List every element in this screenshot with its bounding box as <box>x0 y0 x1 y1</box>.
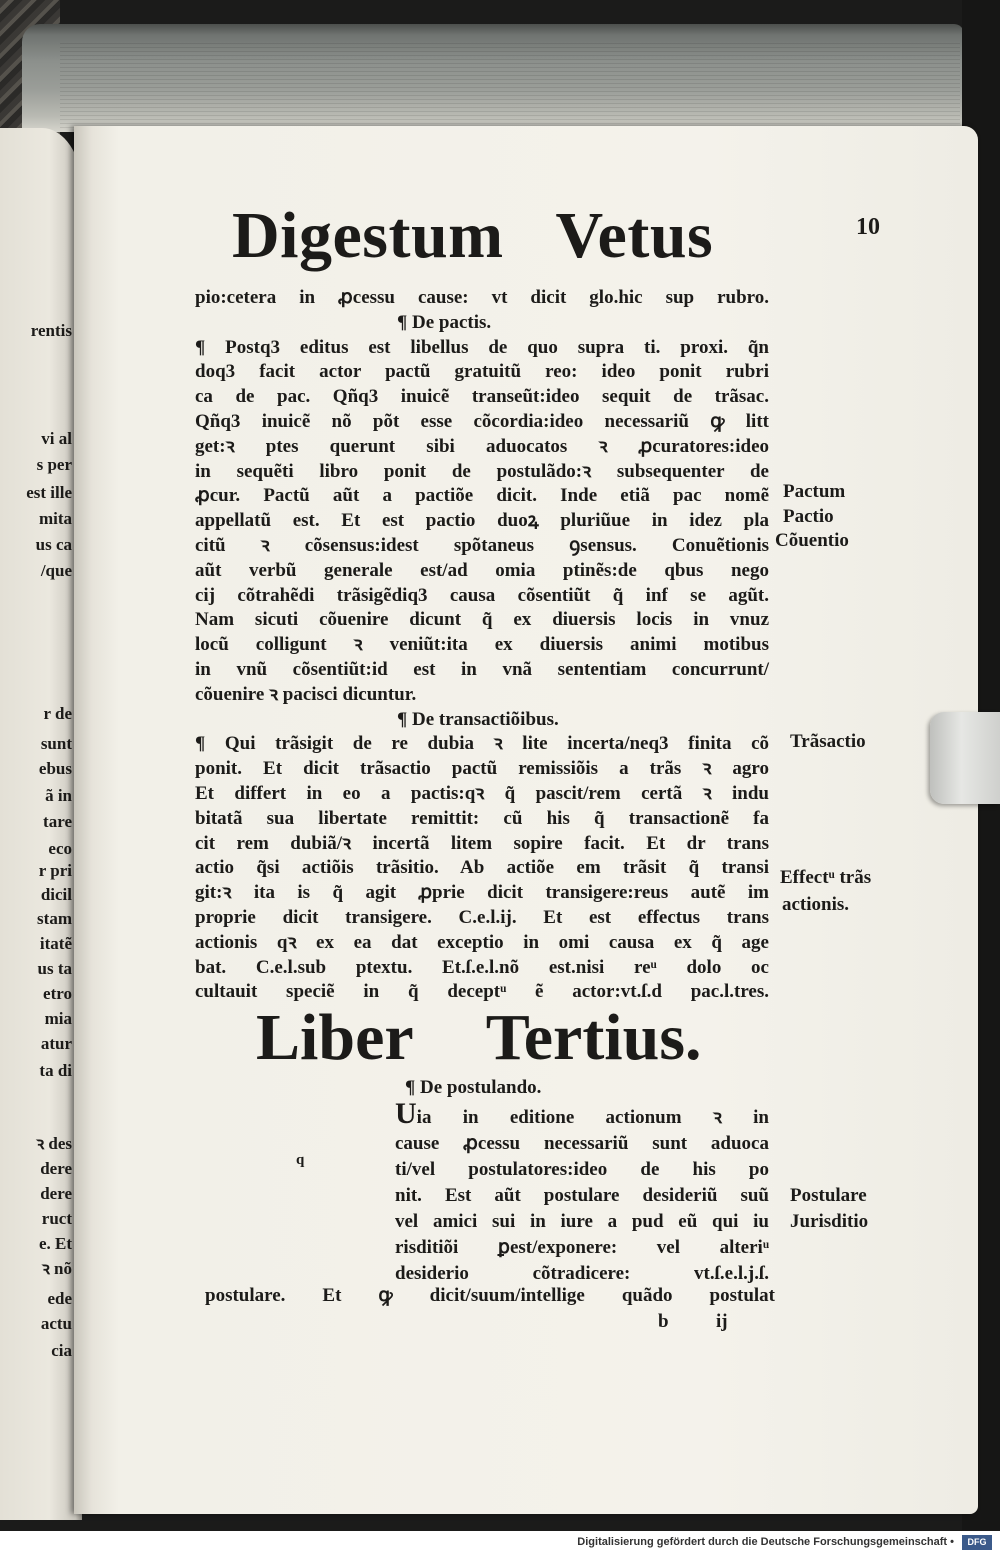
facing-page-fragment: ebus <box>38 759 72 778</box>
facing-page-fragment: cia <box>51 1341 72 1360</box>
marginal-note: Pactio <box>783 506 834 527</box>
text-line: locũ colligunt ꝛ veniũt:ita ex diuersis animi motibus <box>195 634 769 656</box>
facing-page-fragment: e. Et <box>38 1234 72 1253</box>
marginal-note: Postulare <box>790 1185 867 1206</box>
facing-page-fragment: ꝛ des <box>36 1134 72 1153</box>
text-line: Nam sicuti cõuenire dicunt q̃ ex diuersis locis in vnuz <box>195 609 769 631</box>
text-line: Qñq3 inuicẽ nõ põt esse cõcordia:ideo necessariũ ꝙ litt <box>195 410 769 432</box>
text-line: proprie dicit transigere. C.e.l.ij. Et est effectus trans <box>195 906 769 928</box>
facing-page-fragment: sunt <box>40 734 72 753</box>
text-line: ponit. Et dicit trãsactio pactũ remissiõis a trãs ꝛ agro <box>195 758 769 780</box>
text-line: ti/vel postulatores:ideo de his po <box>395 1159 769 1180</box>
text-line: postulare. Et ꝙ dicit/suum/intellige quãdo postulat <box>205 1285 775 1306</box>
text-line: citũ ꝛ cõsensus:idest spõtaneus ꝯsensus. Conuẽtionis <box>195 534 769 556</box>
paragraph-de-postulando <box>395 1097 769 1287</box>
text-line: cit rem dubiã/ꝛ incertã litem sopire facit. Et dr trans <box>195 832 769 854</box>
facing-page-fragment: itatẽ <box>39 934 72 953</box>
folio-number: 10 <box>856 214 880 240</box>
facing-page <box>0 128 82 1520</box>
facing-page-fragment: dicil <box>40 885 72 904</box>
facing-page-fragment: ede <box>47 1289 72 1308</box>
facing-page-fragment: mia <box>44 1009 72 1028</box>
facing-page-fragment: actu <box>40 1314 72 1333</box>
signature-letter: b <box>658 1311 669 1332</box>
text-line: appellatũ est. Et est pactio duoꝝ pluriũue in idez pla <box>195 510 769 532</box>
text-line: bat. C.e.l.sub ptextu. Et.ſ.e.l.nõ est.nisi reᵘ dolo oc <box>195 956 769 978</box>
rubric-de-pactis: ¶ De pactis. <box>397 311 492 333</box>
facing-page-fragment: est ille <box>26 483 72 502</box>
facing-page-fragment: /que <box>40 561 72 580</box>
text-line: doq3 facit actor pactũ gratuitũ reo: ideo ponit rubri <box>195 361 769 383</box>
text-line: cõuenire ꝛ pacisci dicuntur. <box>195 683 417 705</box>
facing-page-fragment: r de <box>43 704 72 723</box>
text-line: bitatã sua libertate remittit: cũ his q̃ transactionẽ fa <box>195 807 769 829</box>
facing-page-fragment: s per <box>36 455 72 474</box>
text-line: cij cõtrahẽdi trãsigẽdiq3 causa cõsentiũt q̃ inf se agũt. <box>195 584 769 606</box>
text-line: in sequẽti libro ponit de postulãdo:ꝛ subsequenter de <box>195 460 769 482</box>
marginal-note: Effectᵘ trãs <box>780 867 872 888</box>
page-clip <box>930 712 1000 804</box>
text-line: git:ꝛ ita is q̃ agit ꝓprie dicit transigere:reus autẽ im <box>195 882 769 904</box>
paragraph-de-pactis <box>195 336 769 708</box>
text-line: get:ꝛ ptes querunt sibi aduocatos ꝛ ꝓcuratores:ideo <box>195 435 769 457</box>
main-text-column <box>195 286 769 1005</box>
facing-page-fragment: stam <box>37 909 72 928</box>
marginal-note: Jurisditio <box>790 1211 869 1232</box>
book-heading: Liber Tertius. <box>256 1001 702 1074</box>
text-line: nit. Est aũt postulare desideriũ suũ <box>395 1185 769 1206</box>
text-line: pio:cetera in ꝓcessu cause: vt dicit glo.hic sup rubro. <box>195 287 769 308</box>
text-line: aũt verbũ generale est/ad omia ptinẽs:de qbus nego <box>195 559 769 581</box>
facing-page-fragment: tare <box>43 812 72 831</box>
marginal-note: Cõuentio <box>775 530 849 551</box>
rubric-de-postulando: ¶ De postulando. <box>405 1077 542 1098</box>
funding-credit: Digitalisierung gefördert durch die Deutsche Forschungsgemeinschaft • <box>577 1536 954 1548</box>
text-line: actionis qꝛ ex ea dat exceptio in omi causa ex q̃ age <box>195 931 769 953</box>
facing-page-fragment: dere <box>40 1184 72 1203</box>
page-edge-lines <box>60 40 960 128</box>
text-line: desiderio cõtradicere: vt.ſ.e.l.j.ſ. <box>395 1263 769 1284</box>
text-line: ꝓcur. Pactũ aũt a pactiõe dicit. Inde etiã pac nomẽ <box>195 485 769 507</box>
marginal-note: Pactum <box>783 481 846 502</box>
facing-page-fragment: vi al <box>41 429 72 448</box>
facing-page-fragment: ã in <box>45 786 72 805</box>
guide-letter: q <box>296 1152 305 1168</box>
text-line: cultauit speciẽ in q̃ deceptᵘ ẽ actor:vt.ſ.d pac.l.tres. <box>195 981 769 1003</box>
rubric-de-transactionibus: ¶ De transactiõibus. <box>397 708 559 730</box>
facing-page-fragment: eco <box>48 839 72 858</box>
text-line: ¶ Postq3 editus est libellus de quo supra ti. proxi. q̃n <box>195 336 769 358</box>
facing-page-fragment: rentis <box>30 321 72 340</box>
text-line: vel amici sui in iure a pud eũ qui iu <box>395 1211 769 1232</box>
running-title: Digestum Vetus <box>232 199 714 272</box>
facing-page-fragment: etro <box>43 984 72 1003</box>
dfg-logo: DFG <box>962 1535 992 1550</box>
text-line: Uia in editione actionum ꝛ in <box>395 1097 769 1130</box>
text-line: Et differt in eo a pactis:qꝛ q̃ pascit/rem certã ꝛ indu <box>195 782 769 804</box>
facing-page-fragment: ruct <box>41 1209 72 1228</box>
text-line: actio q̃si actiõis trãsitio. Ab actiõe em trãsit q̃ transi <box>195 857 769 879</box>
digitization-footer <box>0 1531 1000 1554</box>
signature-number: ij <box>716 1311 728 1332</box>
marginal-note: Trãsactio <box>790 731 866 752</box>
facing-page-fragment: us ca <box>35 535 72 554</box>
text-line: risditiõi ꝑest/exponere: vel alteriᵘ <box>395 1237 769 1258</box>
facing-page-fragment: ta di <box>39 1061 72 1080</box>
text-line: cause ꝓcessu necessariũ sunt aduoca <box>395 1133 769 1154</box>
text-line: ¶ Qui trãsigit de re dubia ꝛ lite incerta/neq3 finita cõ <box>195 733 769 755</box>
facing-page-fragment: atur <box>40 1034 72 1053</box>
facing-page-fragment: us ta <box>37 959 72 978</box>
marginal-note: actionis. <box>782 894 850 915</box>
facing-page-fragment: dere <box>40 1159 72 1178</box>
facing-page-fragment: ꝛ nõ <box>41 1259 72 1278</box>
text-line: in vnũ cõsentiũt:id est in vnã sententiam concurrunt/ <box>195 658 769 680</box>
paragraph-de-transactionibus <box>195 732 769 1005</box>
facing-page-fragment: r pri <box>38 861 72 880</box>
text-line: ca de pac. Qñq3 inuicẽ transeũt:ideo sequit de trãsac. <box>195 386 769 408</box>
facing-page-fragment: mita <box>38 509 72 528</box>
